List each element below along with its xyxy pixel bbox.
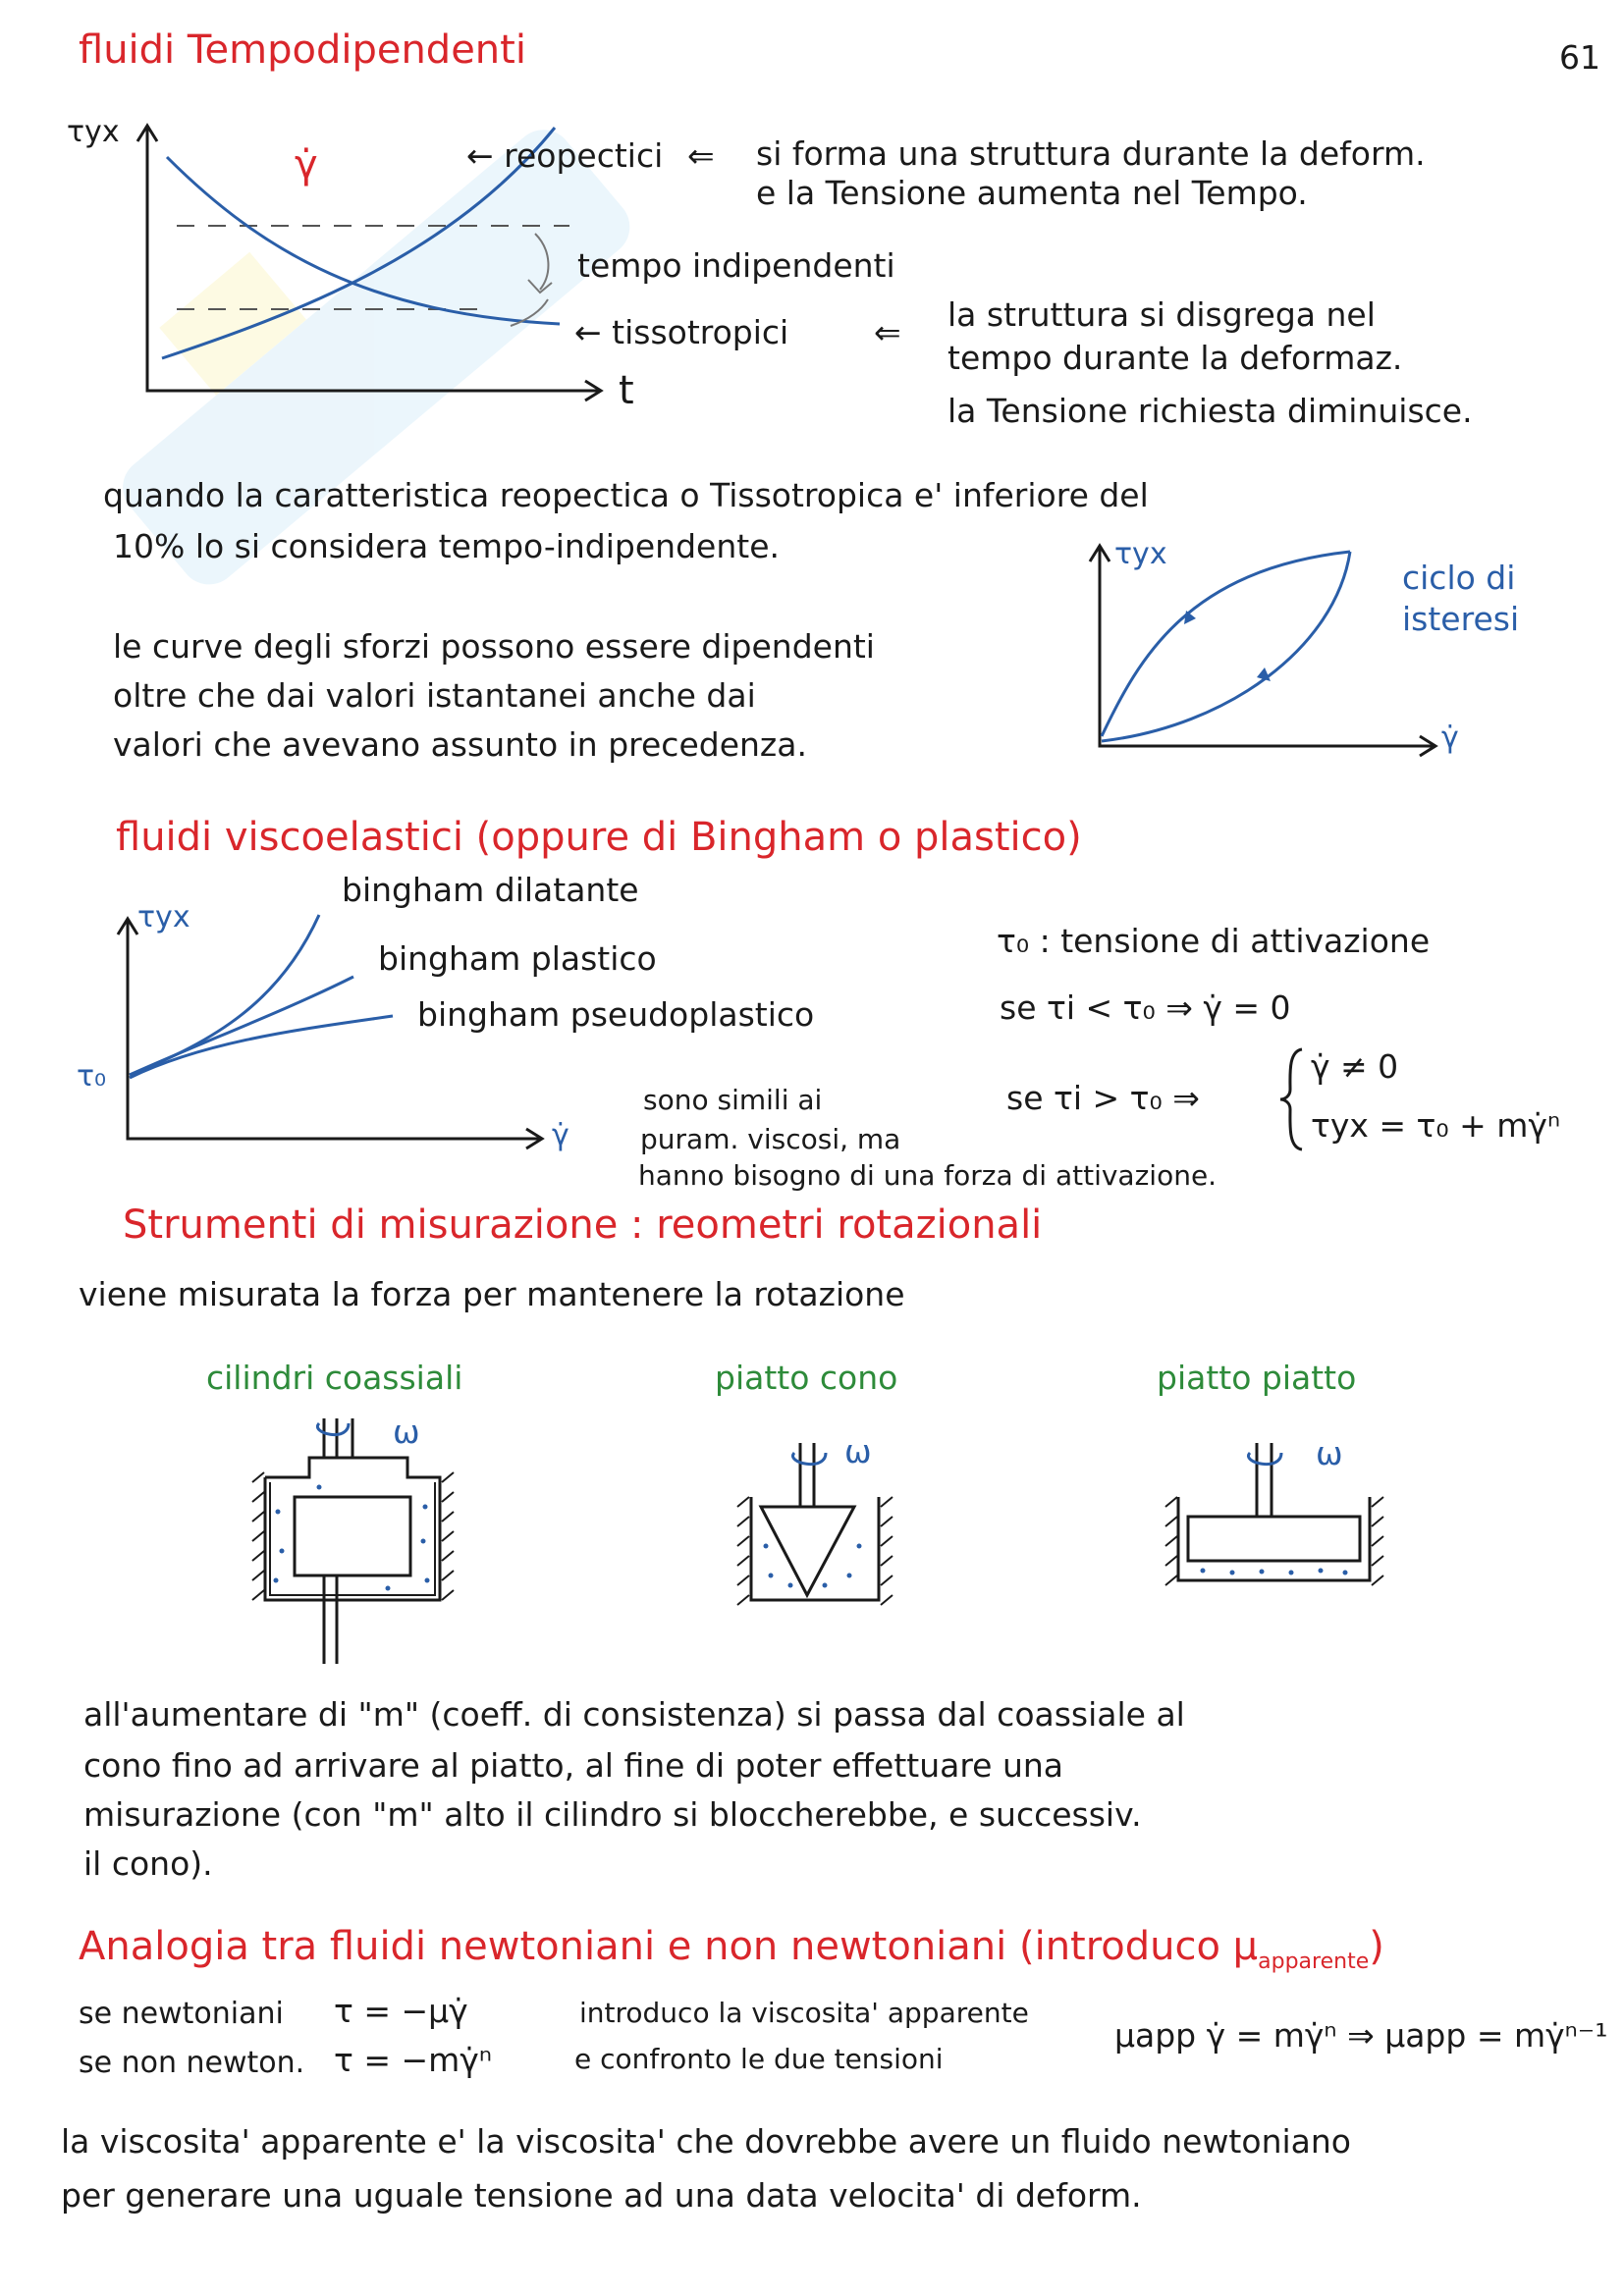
section4-title-text: Analogia tra fluidi newtoniani e non newtoniani (introduco μ: [79, 1924, 1259, 1969]
case-brace: [1276, 1045, 1306, 1153]
section3-para-line4: il cono).: [83, 1844, 213, 1883]
curve-pseudoplastico: [130, 1016, 393, 1078]
omega-1: ω: [393, 1413, 420, 1451]
para1-line2: 10% lo si considera tempo-indipendente.: [113, 527, 780, 565]
bingham-note-3: hanno bisogno di una forza di attivazione.: [638, 1159, 1218, 1192]
graph1-y-label: τyx: [67, 115, 120, 149]
instr-piatto-piatto-label: piatto piatto: [1157, 1359, 1357, 1397]
curve-thixotropic: [167, 157, 560, 324]
case-b: τyx = τ₀ + mγ̇ⁿ: [1311, 1106, 1561, 1145]
eq1: τ = −μγ̇: [334, 1992, 468, 2030]
bingham-curve-1: bingham dilatante: [342, 871, 639, 909]
section4-title: [79, 1924, 1384, 1974]
tiss-desc-2: tempo durante la deformaz.: [947, 339, 1403, 377]
eq2-label: se non newton.: [79, 2046, 305, 2080]
tiss-desc-3: la Tensione richiesta diminuisce.: [947, 392, 1473, 430]
hysteresis-lower: [1102, 552, 1350, 741]
section3-line1: viene misurata la forza per mantenere la rotazione: [79, 1275, 905, 1313]
section4-title-sub: apparente: [1258, 1949, 1370, 1974]
arrow-tiss: ⇐: [874, 313, 901, 351]
bingham-tau0: τ₀: [77, 1059, 107, 1094]
section3-title: Strumenti di misurazione : reometri rotazionali: [123, 1202, 1043, 1248]
omega-3: ω: [1316, 1434, 1343, 1472]
hysteresis-upper: [1102, 552, 1350, 736]
hysteresis-y-label: τyx: [1114, 537, 1167, 571]
section1-title: fluidi Tempodipendenti: [79, 27, 526, 73]
section2-title: fluidi viscoelastici (oppure di Bingham o plastico): [116, 815, 1082, 860]
mid-2: e confronto le due tensioni: [574, 2043, 944, 2075]
case-a: γ̇ ≠ 0: [1311, 1047, 1399, 1086]
def-line2: per generare una uguale tensione ad una data velocita' di deform.: [61, 2176, 1142, 2215]
tiss-desc-1: la struttura si disgrega nel: [947, 295, 1376, 334]
hysteresis-label-2: isteresi: [1402, 600, 1520, 638]
label-tissotropici: ← tissotropici: [574, 313, 789, 351]
eq-result: μapp γ̇ = mγ̇ⁿ ⇒ μapp = mγ̇ⁿ⁻¹: [1114, 2016, 1608, 2055]
plate-plate-diagram: [1164, 1438, 1380, 1595]
bingham-y-label: τyx: [137, 900, 190, 934]
para2-line2: oltre che dai valori istantanei anche dai: [113, 676, 756, 715]
para1-line1: quando la caratteristica reopectica o Tissotropica e' inferiore del: [103, 476, 1149, 514]
hysteresis-x-label: γ̇: [1441, 721, 1459, 755]
page-number: 61: [1559, 38, 1600, 77]
bingham-curve-3: bingham pseudoplastico: [417, 995, 815, 1034]
bingham-note-2: puram. viscosi, ma: [640, 1123, 901, 1155]
section3-para-line3: misurazione (con "m" alto il cilindro si bloccherebbe, e successiv.: [83, 1795, 1142, 1834]
reo-desc-1: si forma una struttura durante la deform.: [756, 134, 1426, 173]
label-tempo-indipendenti: tempo indipendenti: [577, 246, 895, 285]
para2-line3: valori che avevano assunto in precedenza.: [113, 725, 807, 764]
mid-1: introduco la viscosita' apparente: [579, 1997, 1029, 2029]
bingham-curve-2: bingham plastico: [378, 939, 657, 978]
eq1-label: se newtoniani: [79, 1997, 284, 2031]
def-tau0: τ₀ : tensione di attivazione: [997, 922, 1431, 960]
instr-piatto-cono-label: piatto cono: [715, 1359, 898, 1397]
hysteresis-label-1: ciclo di: [1402, 559, 1516, 597]
graph1-gamma-dot: γ̇: [295, 142, 318, 187]
section3-para-line2: cono fino ad arrivare al piatto, al fine di poter effettuare una: [83, 1746, 1064, 1785]
section3-para-line1: all'aumentare di "m" (coeff. di consistenza) si passa dal coassiale al: [83, 1695, 1185, 1734]
instr-cilindri-label: cilindri coassiali: [206, 1359, 463, 1397]
bingham-note-1: sono simili ai: [643, 1084, 823, 1116]
cond1: se τi < τ₀ ⇒ γ̇ = 0: [1000, 988, 1291, 1027]
bingham-x-label: γ̇: [552, 1118, 569, 1152]
label-reopectici: ← reopectici: [466, 136, 664, 175]
arrow-reo: ⇐: [687, 136, 715, 175]
coaxial-cylinders-diagram: [250, 1414, 466, 1669]
para2-line1: le curve degli sforzi possono essere dipendenti: [113, 627, 875, 666]
eq2: τ = −mγ̇ⁿ: [334, 2041, 492, 2079]
curve-dilatante: [130, 915, 319, 1075]
cone-plate-diagram: [731, 1438, 908, 1615]
omega-2: ω: [844, 1432, 872, 1470]
graph1-x-label: t: [619, 368, 634, 413]
cond2: se τi > τ₀ ⇒: [1006, 1079, 1200, 1117]
reo-desc-2: e la Tensione aumenta nel Tempo.: [756, 174, 1308, 212]
def-line1: la viscosita' apparente e' la viscosita' che dovrebbe avere un fluido newtoniano: [61, 2122, 1351, 2161]
section4-title-end: ): [1369, 1924, 1384, 1969]
